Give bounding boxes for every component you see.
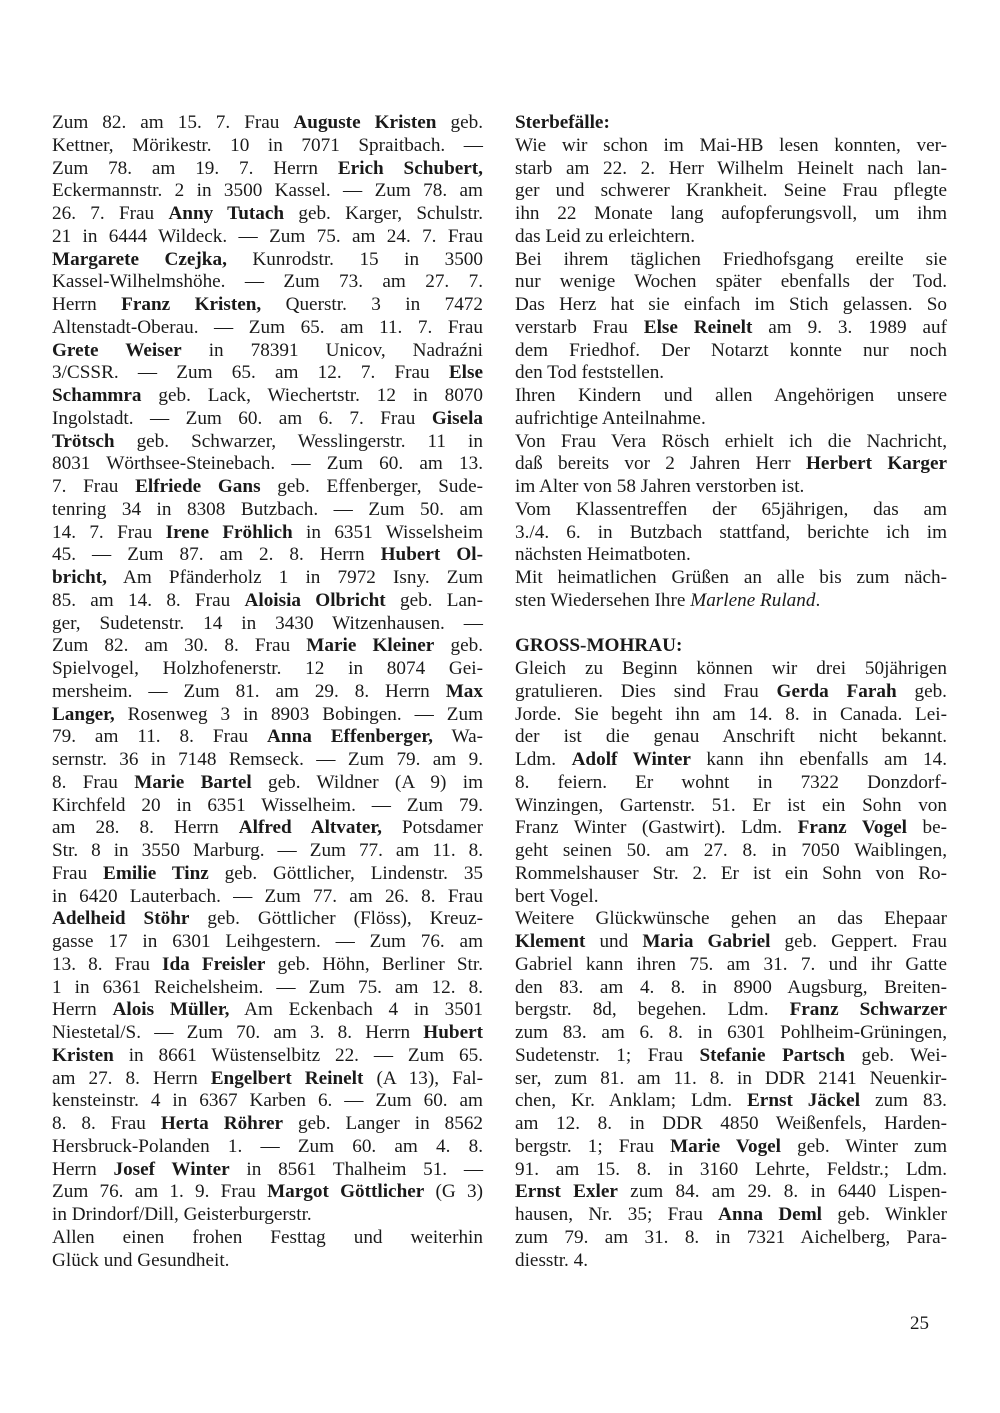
text-line <box>515 567 947 590</box>
text-segment: geb. Wei- <box>844 1044 947 1066</box>
bold-name: Ida Freisler <box>162 953 266 975</box>
text-line <box>515 1022 947 1045</box>
text-line <box>515 1068 947 1091</box>
bold-name: Franz Kristen, <box>121 294 262 315</box>
text-line <box>52 840 483 863</box>
bold-name: Else Reinelt <box>643 316 753 338</box>
text-segment: geb. Wildner (A 9) im <box>251 771 483 793</box>
bold-name: Adelheid Stöhr <box>52 908 190 930</box>
text-segment: Eckermannstr. 2 in 3500 Kassel. — Zum 78. am <box>52 180 483 202</box>
text-segment: am 9. 3. 1989 auf <box>752 316 947 338</box>
text-line <box>515 977 947 1000</box>
text-line <box>515 1113 947 1136</box>
text-line <box>515 1227 947 1250</box>
text-line <box>52 135 483 158</box>
text-line <box>515 863 947 886</box>
text-segment: 1 in 6361 Reichelsheim. — Zum 75. am 12. 8. <box>52 976 483 998</box>
text-line <box>52 112 483 135</box>
text-segment: Jorde. Sie begeht ihn am 14. 8. in Canada. Lei- <box>515 703 947 725</box>
bold-name: Gisela <box>431 407 483 429</box>
text-segment: der ist die genau Anschrift nicht bekannt. <box>515 726 947 748</box>
text-segment: Ldm. <box>515 749 572 770</box>
text-line <box>515 180 947 203</box>
text-segment: gratulieren. Dies sind Frau <box>515 680 777 702</box>
text-segment: Glück und Gesundheit. <box>52 1249 230 1271</box>
bold-name: Anny Tutach <box>168 203 285 224</box>
text-line <box>515 1090 947 1113</box>
bold-name: GROSS-MOHRAU: <box>515 635 683 657</box>
text-line <box>515 226 947 249</box>
text-line <box>52 681 483 704</box>
text-line <box>52 1113 483 1136</box>
text-line <box>515 704 947 727</box>
text-segment: geb. Karger, Schulstr. <box>284 203 484 224</box>
text-line <box>52 1136 483 1159</box>
text-segment: Franz Winter (Gastwirt). Ldm. <box>515 817 798 839</box>
bold-name: Emilie Tinz <box>103 862 209 884</box>
text-line <box>52 1090 483 1113</box>
text-segment: bergstr. 1; Frau <box>515 1135 671 1157</box>
bold-name: Marie Vogel <box>670 1135 782 1157</box>
text-segment: in 78391 Unicov, Nadraźni <box>181 339 483 361</box>
bold-name: Alois Müller, <box>112 999 230 1021</box>
text-segment: ihn 22 Monate lang aufopferungsvoll, um ihm <box>515 203 947 224</box>
text-line <box>515 658 947 681</box>
text-line <box>52 340 483 363</box>
text-line <box>515 954 947 977</box>
text-line <box>52 999 483 1022</box>
text-segment: Von Frau Vera Rösch erhielt ich die Nachricht, <box>515 430 947 452</box>
text-segment: (G 3) <box>424 1181 483 1203</box>
text-segment: dem Friedhof. Der Notarzt konnte nur noch <box>515 339 947 361</box>
text-segment: 26. 7. Frau <box>52 203 169 224</box>
text-segment: 45. — Zum 87. am 2. 8. Herrn <box>52 544 381 566</box>
text-segment: 7. Frau <box>52 476 136 497</box>
text-segment: 13. 8. Frau <box>52 953 162 975</box>
bold-name: Sterbefälle: <box>515 112 610 133</box>
text-line <box>52 726 483 749</box>
bold-name: Anna Effenberger, <box>267 726 433 748</box>
text-segment: Vom Klassentreffen der 65jährigen, das am <box>515 498 947 520</box>
text-line <box>52 1045 483 1068</box>
bold-name: Aloisia Olbricht <box>244 589 386 611</box>
text-line <box>52 317 483 340</box>
text-segment: ser, zum 81. am 11. 8. in DDR 2141 Neuenkir- <box>515 1067 947 1089</box>
bold-name: Margot Göttlicher <box>267 1181 425 1203</box>
text-segment: sernstr. 36 in 7148 Remseck. — Zum 79. am 9. <box>52 749 483 770</box>
text-segment: geb. <box>896 680 947 702</box>
bold-name: Auguste Kristen <box>293 112 437 133</box>
bold-name: Kristen <box>52 1044 114 1066</box>
text-segment: Wa- <box>432 726 483 748</box>
text-line <box>515 1250 947 1273</box>
text-line <box>515 408 947 431</box>
text-segment: geb. Göttlicher (Flöss), Kreuz- <box>189 908 483 930</box>
text-segment: in Drindorf/Dill, Geisterburgerstr. <box>52 1204 312 1225</box>
text-line <box>515 1159 947 1182</box>
text-line <box>515 1181 947 1204</box>
text-segment: Bei ihrem täglichen Friedhofsgang ereilte sie <box>515 248 947 270</box>
text-line <box>52 476 483 499</box>
text-segment: geht seinen 50. am 27. 8. in 7050 Waiblingen, <box>515 840 947 861</box>
text-segment: 85. am 14. 8. Frau <box>52 589 245 611</box>
text-segment: 3./4. 6. in Butzbach stattfand, berichte ich im <box>515 521 947 543</box>
text-line <box>515 840 947 863</box>
text-segment: kann ihn ebenfalls am 14. <box>690 749 948 770</box>
text-segment: geb. Schwarzer, Wesslingerstr. 11 in <box>114 430 483 452</box>
right-column-obituaries-gross-mohrau <box>515 112 947 1272</box>
text-line <box>52 1159 483 1182</box>
text-segment: Zum 82. am 30. 8. Frau <box>52 635 307 657</box>
text-segment: 8031 Wörthsee-Steinebach. — Zum 60. am 13. <box>52 453 483 475</box>
text-line <box>515 681 947 704</box>
text-line <box>52 886 483 909</box>
text-segment: aufrichtige Anteilnahme. <box>515 407 706 429</box>
bold-name: Schammra <box>52 385 142 406</box>
text-segment: Rosenweg 3 in 8903 Bobingen. — Zum <box>114 703 483 725</box>
bold-name: Alfred Altvater, <box>238 817 382 839</box>
text-line <box>52 1022 483 1045</box>
text-line <box>515 135 947 158</box>
text-segment: geb. Winter zum <box>781 1135 947 1157</box>
text-line <box>515 931 947 954</box>
text-segment: 8. 8. Frau <box>52 1113 161 1134</box>
text-segment: tenring 34 in 8308 Butzbach. — Zum 50. am <box>52 498 483 520</box>
text-segment: Altenstadt-Oberau. — Zum 65. am 11. 7. Frau <box>52 316 483 338</box>
text-line <box>52 1250 483 1273</box>
text-line <box>52 954 483 977</box>
text-line <box>515 817 947 840</box>
text-line <box>515 249 947 272</box>
bold-name: Irene Fröhlich <box>165 521 293 543</box>
text-segment: Spielvogel, Holzhofenerstr. 12 in 8074 Gei- <box>52 658 483 679</box>
text-line <box>515 294 947 317</box>
text-segment: daß bereits vor 2 Jahren Herr <box>515 453 806 475</box>
text-line <box>52 931 483 954</box>
text-segment: Herrn <box>52 1158 114 1180</box>
text-segment: geb. Höhn, Berliner Str. <box>265 953 483 975</box>
text-line <box>52 431 483 454</box>
text-line <box>515 385 947 408</box>
text-segment: Winzingen, Gartenstr. 51. Er ist ein Sohn von <box>515 794 947 816</box>
page-number: 25 <box>910 1313 929 1334</box>
text-line <box>515 999 947 1022</box>
text-segment: nächsten Heimatboten. <box>515 544 691 566</box>
text-segment: am 12. 8. in DDR 4850 Weißenfels, Harden- <box>515 1113 947 1134</box>
text-segment: Das Herz hat sie einfach im Stich gelassen. So <box>515 294 947 315</box>
text-segment: im Alter von 58 Jahren verstorben ist. <box>515 476 805 497</box>
text-line <box>515 772 947 795</box>
text-segment: Herrn <box>52 294 122 315</box>
text-segment: Herrn <box>52 999 113 1021</box>
bold-name: Marie Kleiner <box>306 635 435 657</box>
text-segment: geb. Langer in 8562 <box>283 1113 484 1134</box>
text-segment: Hersbruck-Polanden 1. — Zum 60. am 4. 8. <box>52 1135 483 1157</box>
text-line <box>515 522 947 545</box>
text-line <box>52 203 483 226</box>
bold-name: Stefanie Partsch <box>699 1044 845 1066</box>
text-line <box>52 749 483 772</box>
text-segment: be- <box>906 817 947 839</box>
text-line <box>52 1068 483 1091</box>
text-segment: (A 13), Fal- <box>363 1067 483 1089</box>
text-segment: Niestetal/S. — Zum 70. am 3. 8. Herrn <box>52 1022 424 1043</box>
bold-name: Herta Röhrer <box>160 1113 284 1134</box>
text-segment: starb am 22. 2. Herr Wilhelm Heinelt nach lan- <box>515 157 947 179</box>
text-line <box>52 795 483 818</box>
text-segment: zum 83. am 6. 8. in 6301 Pohlheim-Grüningen, <box>515 1022 947 1043</box>
text-segment: Am Pfänderholz 1 in 7972 Isny. Zum <box>106 567 483 588</box>
bold-name: Grete Weiser <box>52 339 182 361</box>
text-segment: . <box>815 589 821 611</box>
text-segment: Str. 8 in 3550 Marburg. — Zum 77. am 11. 8. <box>52 840 483 861</box>
bold-name: Elfriede Gans <box>135 476 261 497</box>
text-line <box>515 453 947 476</box>
text-segment: am 27. 8. Herrn <box>52 1067 211 1089</box>
text-segment: geb. Lack, Wiechertstr. 12 in 8070 <box>141 385 483 406</box>
text-line <box>52 453 483 476</box>
text-line <box>52 294 483 317</box>
text-segment: Kirchfeld 20 in 6351 Wisselheim. — Zum 79. <box>52 794 483 816</box>
text-segment: in 6420 Lauterbach. — Zum 77. am 26. 8. Frau <box>52 885 483 907</box>
text-segment: Zum 76. am 1. 9. Frau <box>52 1181 268 1203</box>
text-line <box>52 1227 483 1250</box>
text-segment: den Tod feststellen. <box>515 362 665 384</box>
text-line <box>52 362 483 385</box>
text-line <box>52 817 483 840</box>
text-segment: Weitere Glückwünsche gehen an das Ehepaar <box>515 908 947 930</box>
text-line <box>52 385 483 408</box>
italic-signature: Marlene Ruland <box>690 589 816 611</box>
text-line <box>515 1045 947 1068</box>
text-line <box>515 158 947 181</box>
text-segment: und <box>585 931 643 952</box>
text-segment: geb. Effenberger, Sude- <box>260 476 483 497</box>
bold-name: bricht, <box>52 567 107 588</box>
text-segment: Wie wir schon im Mai-HB lesen konnten, ver- <box>515 134 947 156</box>
text-line <box>52 249 483 272</box>
text-segment: geb. Geppert. Frau <box>770 931 947 952</box>
text-line <box>515 635 947 658</box>
text-line <box>52 704 483 727</box>
text-segment: den 83. am 4. 8. in 8900 Augsburg, Breiten- <box>515 976 947 998</box>
text-line <box>52 544 483 567</box>
text-segment: Sudetenstr. 1; Frau <box>515 1044 700 1066</box>
text-segment: in 8661 Wüstenselbitz 22. — Zum 65. <box>113 1044 483 1066</box>
text-line <box>515 499 947 522</box>
text-segment: 91. am 15. 8. in 3160 Lehrte, Feldstr.; Ldm. <box>515 1158 947 1180</box>
text-line <box>515 726 947 749</box>
text-segment: Allen einen frohen Festtag und weiterhin <box>52 1226 483 1248</box>
text-segment: verstarb Frau <box>515 316 644 338</box>
text-segment: am 28. 8. Herrn <box>52 817 239 839</box>
bold-name: Max <box>445 680 483 702</box>
text-segment: Zum 78. am 19. 7. Herrn <box>52 157 338 179</box>
bold-name: Ernst Exler <box>515 1181 618 1203</box>
text-segment: Frau <box>52 862 104 884</box>
text-segment: Kassel-Wilhelmshöhe. — Zum 73. am 27. 7. <box>52 271 483 293</box>
text-segment: Rommelshauser Str. 2. Er ist ein Sohn von Ro- <box>515 862 947 884</box>
bold-name: Marie Bartel <box>134 771 252 793</box>
text-segment: Kettner, Mörikestr. 10 in 7071 Spraitbach. — <box>52 134 483 156</box>
bold-name: Else <box>448 362 483 384</box>
text-segment: geb. Winkler <box>822 1204 947 1225</box>
text-segment: kensteinstr. 4 in 6367 Karben 6. — Zum 60. am <box>52 1090 483 1112</box>
text-line <box>515 544 947 567</box>
text-line <box>52 226 483 249</box>
text-segment: geb. <box>434 635 484 657</box>
text-line <box>52 613 483 636</box>
text-segment: 14. 7. Frau <box>52 521 166 543</box>
text-line <box>52 908 483 931</box>
text-line <box>52 863 483 886</box>
bold-name: Josef Winter <box>113 1158 230 1180</box>
text-line <box>52 408 483 431</box>
text-segment: geb. <box>436 112 483 133</box>
text-line <box>515 362 947 385</box>
text-segment: Am Eckenbach 4 in 3501 <box>229 999 483 1021</box>
text-line <box>52 1181 483 1204</box>
text-segment: geb. Göttlicher, Lindenstr. 35 <box>208 862 484 884</box>
text-line <box>52 180 483 203</box>
text-segment: Querstr. 3 in 7472 <box>261 294 483 315</box>
bold-name: Langer, <box>52 703 115 725</box>
text-segment: zum 79. am 31. 8. in 7321 Aichelberg, Para- <box>515 1226 947 1248</box>
text-line <box>52 772 483 795</box>
text-line <box>515 795 947 818</box>
text-segment: 3/CSSR. — Zum 65. am 12. 7. Frau <box>52 362 449 384</box>
text-line <box>515 749 947 772</box>
bold-name: Hubert Ol- <box>380 544 483 566</box>
text-line <box>52 1204 483 1227</box>
text-line <box>515 886 947 909</box>
text-line <box>52 567 483 590</box>
text-segment: Gleich zu Beginn können wir drei 50jährigen <box>515 658 947 679</box>
bold-name: Herbert Karger <box>806 453 948 475</box>
bold-name: Gerda Farah <box>776 680 897 702</box>
text-segment: Ihren Kindern und allen Angehörigen unsere <box>515 385 947 406</box>
bold-name: Klement <box>515 931 586 952</box>
text-segment: sten Wiedersehen Ihre <box>515 589 691 611</box>
text-segment: chen, Kr. Anklam; Ldm. <box>515 1090 747 1112</box>
bold-name: Franz Schwarzer <box>789 999 947 1021</box>
bold-name: Hubert <box>423 1022 483 1043</box>
text-segment: Kunrodstr. 15 in 3500 <box>226 248 483 270</box>
text-segment: geb. Lan- <box>385 589 483 611</box>
text-line <box>515 1204 947 1227</box>
text-segment: gasse 17 in 6301 Leihgestern. — Zum 76. am <box>52 931 483 952</box>
text-line <box>52 635 483 658</box>
text-segment: mersheim. — Zum 81. am 29. 8. Herrn <box>52 680 446 702</box>
text-segment: ger und schwerer Krankheit. Seine Frau pflegte <box>515 180 947 202</box>
text-segment: zum 83. <box>860 1090 947 1112</box>
text-line <box>515 431 947 454</box>
text-line <box>515 1136 947 1159</box>
text-line <box>515 317 947 340</box>
left-column-birthdays <box>52 112 483 1272</box>
bold-name: Margarete Czejka, <box>52 248 227 270</box>
bold-name: Adolf Winter <box>571 749 691 770</box>
text-line <box>52 590 483 613</box>
text-line <box>52 977 483 1000</box>
text-line <box>515 271 947 294</box>
text-line <box>52 158 483 181</box>
text-segment: das Leid zu erleichtern. <box>515 225 696 247</box>
paragraph-gap <box>515 613 947 636</box>
text-segment: 8. feiern. Er wohnt in 7322 Donzdorf- <box>515 771 947 793</box>
text-segment: 21 in 6444 Wildeck. — Zum 75. am 24. 7. Frau <box>52 225 483 247</box>
bold-name: Ernst Jäckel <box>747 1090 861 1112</box>
bold-name: Maria Gabriel <box>642 931 771 952</box>
text-segment: 79. am 11. 8. Frau <box>52 726 268 748</box>
text-segment: nur wenige Wochen später ebenfalls der Tod. <box>515 271 947 293</box>
text-line <box>515 476 947 499</box>
text-segment: 8. Frau <box>52 771 135 793</box>
bold-name: Erich Schubert, <box>337 157 483 179</box>
bold-name: Anna Deml <box>718 1204 823 1225</box>
text-line <box>515 340 947 363</box>
text-segment: Potsdamer <box>381 817 483 839</box>
bold-name: Franz Vogel <box>797 817 907 839</box>
text-line <box>52 499 483 522</box>
text-line <box>52 271 483 294</box>
text-segment: Zum 82. am 15. 7. Frau <box>52 112 294 133</box>
text-line <box>515 590 947 613</box>
text-segment: bergstr. 8d, begehen. Ldm. <box>515 999 790 1021</box>
text-segment: Ingolstadt. — Zum 60. am 6. 7. Frau <box>52 407 432 429</box>
text-segment: in 8561 Thalheim 51. — <box>229 1158 484 1180</box>
text-segment: ger, Sudetenstr. 14 in 3430 Witzenhausen. — <box>52 612 483 634</box>
text-line <box>52 522 483 545</box>
text-segment: Mit heimatlichen Grüßen an alle bis zum näch- <box>515 567 947 588</box>
text-line <box>515 112 947 135</box>
text-line <box>515 908 947 931</box>
text-line <box>515 203 947 226</box>
text-segment: bert Vogel. <box>515 885 599 907</box>
text-segment: zum 84. am 29. 8. in 6440 Lispen- <box>617 1181 947 1203</box>
text-segment: diesstr. 4. <box>515 1249 589 1271</box>
text-line <box>52 658 483 681</box>
bold-name: Engelbert Reinelt <box>210 1067 364 1089</box>
text-segment: Gabriel kann ihren 75. am 31. 7. und ihr Gatte <box>515 953 947 975</box>
text-segment: hausen, Nr. 35; Frau <box>515 1204 719 1225</box>
bold-name: Trötsch <box>52 430 115 452</box>
text-segment: in 6351 Wisselsheim <box>292 521 483 543</box>
